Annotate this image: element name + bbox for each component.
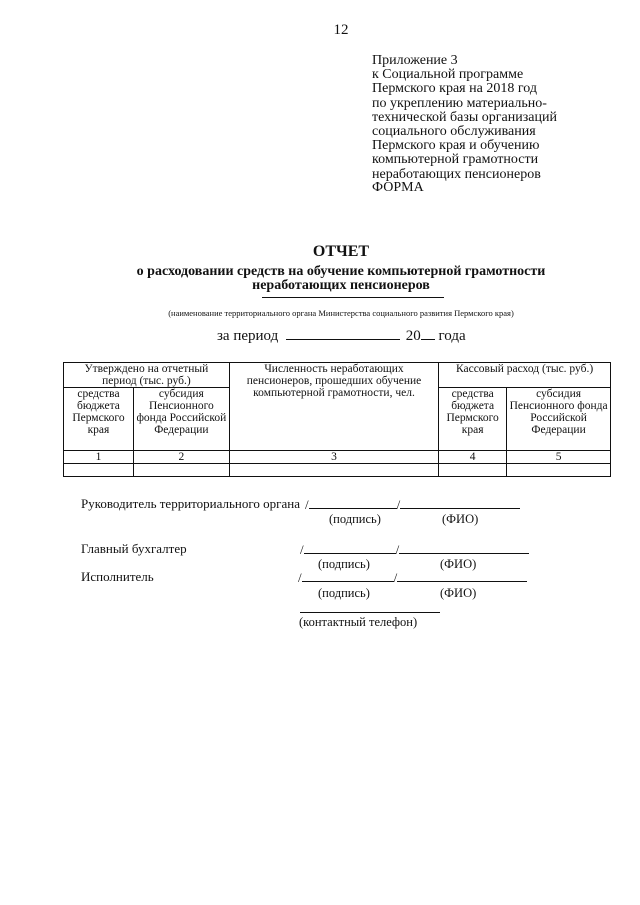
accountant-label: Главный бухгалтер xyxy=(81,541,187,556)
column-number: 2 xyxy=(133,451,229,464)
data-cell[interactable] xyxy=(133,464,229,477)
appendix-line: к Социальной программе xyxy=(372,67,524,83)
slash: / xyxy=(305,497,309,512)
period-prefix: за период xyxy=(217,328,279,344)
executor-fields xyxy=(298,569,527,586)
head-name-caption: (ФИО) xyxy=(442,512,479,526)
phone-field[interactable] xyxy=(300,612,440,613)
head-name-field[interactable] xyxy=(400,496,520,509)
data-cell[interactable] xyxy=(507,464,611,477)
appendix-line: Пермского края на 2018 год xyxy=(372,81,537,97)
data-cell[interactable] xyxy=(439,464,507,477)
report-subtitle-line2: неработающих пенсионеров xyxy=(252,278,430,293)
period-suffix: года xyxy=(438,328,466,344)
report-subtitle-line1: о расходовании средств на обучение компьютерной грамотности xyxy=(136,264,546,279)
executor-name-caption: (ФИО) xyxy=(440,586,477,600)
period-line xyxy=(217,327,466,345)
data-cell[interactable] xyxy=(229,464,438,477)
column-number: 4 xyxy=(439,451,507,464)
executor-signature-field[interactable] xyxy=(302,569,394,582)
column-number: 1 xyxy=(64,451,134,464)
header-approved: Утверждено на отчетный период (тыс. руб.) xyxy=(64,363,230,388)
org-name-caption: (наименование территориального органа Министерства социального развития Пермского края) xyxy=(168,308,514,318)
page-number: 12 xyxy=(333,22,349,38)
slash: / xyxy=(396,497,401,512)
subheader-subsidy-cash: субсидия Пенсионного фонда Российской Федерации xyxy=(507,388,611,451)
period-field[interactable] xyxy=(286,327,400,340)
report-title: ОТЧЕТ xyxy=(312,243,370,260)
head-signature-field[interactable] xyxy=(309,496,397,509)
appendix-line: неработающих пенсионеров xyxy=(372,166,541,182)
executor-signature-caption: (подпись) xyxy=(318,586,370,600)
accountant-signature-caption: (подпись) xyxy=(318,557,370,571)
head-signature-caption: (подпись) xyxy=(329,512,381,526)
org-name-field[interactable] xyxy=(262,297,444,298)
accountant-name-caption: (ФИО) xyxy=(440,557,477,571)
form-label: ФОРМА xyxy=(372,180,424,195)
appendix-line: компьютерной грамотности xyxy=(372,152,539,168)
accountant-signature-field[interactable] xyxy=(304,541,396,554)
appendix-line: по укреплению материально- xyxy=(372,95,547,111)
head-fields xyxy=(305,496,520,513)
appendix-block xyxy=(372,54,632,182)
report-subtitle xyxy=(0,265,640,293)
slash: / xyxy=(300,542,304,557)
header-count: Численность неработающих пенсионеров, прошедших обучение компьютерной грамотности, чел. xyxy=(229,363,438,451)
phone-caption: (контактный телефон) xyxy=(299,615,418,629)
column-number: 5 xyxy=(507,451,611,464)
header-cash: Кассовый расход (тыс. руб.) xyxy=(439,363,611,388)
column-number: 3 xyxy=(229,451,438,464)
period-year-field[interactable] xyxy=(421,327,435,340)
head-label: Руководитель территориального органа xyxy=(81,496,300,511)
subheader-budget: средства бюджета Пермского края xyxy=(64,388,134,451)
accountant-name-field[interactable] xyxy=(399,541,529,554)
subheader-budget-cash: средства бюджета Пермского края xyxy=(439,388,507,451)
head-signature-row xyxy=(81,496,300,512)
executor-name-field[interactable] xyxy=(397,569,527,582)
slash: / xyxy=(298,570,302,585)
data-cell[interactable] xyxy=(64,464,134,477)
appendix-line: Приложение 3 xyxy=(372,53,458,68)
executor-label: Исполнитель xyxy=(81,569,154,584)
accountant-fields xyxy=(300,541,529,558)
subheader-subsidy: субсидия Пенсионного фонда Российской Федерации xyxy=(133,388,229,451)
period-year-prefix: 20 xyxy=(405,328,421,344)
slash: / xyxy=(393,570,398,585)
report-table xyxy=(63,362,611,477)
slash: / xyxy=(395,542,400,557)
appendix-line: Пермского края и обучению xyxy=(372,138,540,154)
appendix-line: социального обслуживания xyxy=(372,124,536,140)
appendix-line: технической базы организаций xyxy=(372,109,557,125)
